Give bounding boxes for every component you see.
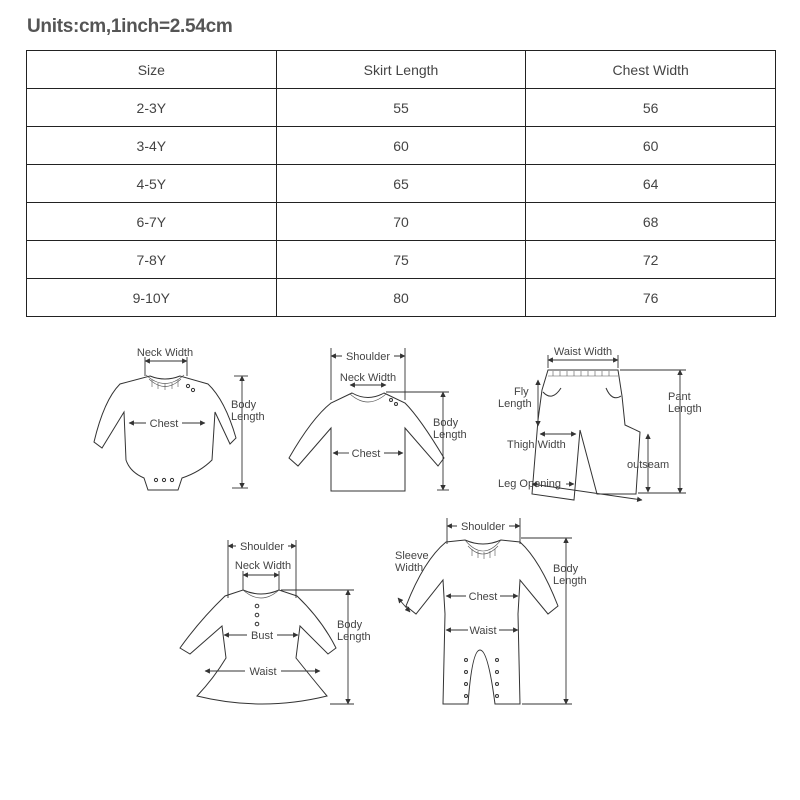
size-chart-table	[26, 50, 776, 317]
table-row	[27, 89, 776, 127]
pants-pant-length-label: Length	[668, 403, 702, 415]
pants-diagram	[498, 346, 702, 500]
table-row	[27, 203, 776, 241]
table-row	[27, 279, 776, 317]
romper-waist-label: Waist	[469, 625, 497, 637]
bodysuit-chest-label: Chest	[149, 418, 179, 430]
table-cell: 76	[526, 279, 776, 317]
bodysuit-outline	[94, 376, 236, 490]
measurement-diagrams	[0, 330, 800, 720]
bodysuit-diagram	[94, 347, 265, 490]
table-cell: 60	[276, 127, 526, 165]
dress-neck-width-label: Neck Width	[234, 560, 292, 572]
table-cell: 7-8Y	[27, 241, 277, 279]
romper-sleeve-label: Sleeve	[395, 550, 429, 562]
shirt-neck-width-label: Neck Width	[339, 372, 397, 384]
pants-fly-length-label: Length	[498, 398, 532, 410]
shirt-diagram	[289, 348, 467, 491]
dress-bust-label: Bust	[250, 630, 274, 642]
pants-outseam-label: outseam	[627, 459, 670, 471]
bodysuit-body-label: Body	[231, 399, 257, 411]
table-row	[27, 127, 776, 165]
dress-shoulder-label: Shoulder	[239, 541, 285, 553]
table-cell: 4-5Y	[27, 165, 277, 203]
romper-body-label: Body	[553, 563, 579, 575]
table-cell: 6-7Y	[27, 203, 277, 241]
bodysuit-neck-width-label: Neck Width	[136, 347, 194, 359]
pants-thigh-width-label: Thigh Width	[507, 439, 566, 451]
shirt-body-label: Body	[433, 417, 459, 429]
shirt-outline	[289, 393, 444, 491]
pants-waist-width-label: Waist Width	[553, 346, 613, 358]
table-cell: 55	[276, 89, 526, 127]
table-cell: 3-4Y	[27, 127, 277, 165]
pants-leg-opening-label: Leg Opening	[498, 478, 561, 490]
table-cell: 72	[526, 241, 776, 279]
shirt-shoulder-label: Shoulder	[345, 351, 391, 363]
table-cell: 9-10Y	[27, 279, 277, 317]
romper-outline	[406, 540, 558, 704]
shirt-chest-label: Chest	[351, 448, 381, 460]
table-cell: 64	[526, 165, 776, 203]
table-cell: 80	[276, 279, 526, 317]
table-header-row	[27, 51, 776, 89]
romper-width-label: Width	[395, 562, 424, 574]
table-cell: 56	[526, 89, 776, 127]
romper-diagram	[395, 518, 587, 704]
units-note: Units:cm,1inch=2.54cm	[27, 16, 233, 37]
shirt-length-label: Length	[433, 429, 467, 441]
pants-pant-label: Pant	[668, 391, 691, 403]
table-row	[27, 165, 776, 203]
bodysuit-length-label: Length	[231, 411, 265, 423]
pants-fly-label: Fly	[514, 386, 529, 398]
column-header-skirt-length: Skirt Length	[276, 51, 526, 89]
table-row	[27, 241, 776, 279]
column-header-chest-width: Chest Width	[526, 51, 776, 89]
dress-waist-label: Waist	[249, 666, 277, 678]
table-cell: 70	[276, 203, 526, 241]
table-cell: 60	[526, 127, 776, 165]
dress-body-label: Body	[337, 619, 363, 631]
table-cell: 2-3Y	[27, 89, 277, 127]
table-cell: 75	[276, 241, 526, 279]
dress-diagram	[180, 539, 371, 704]
romper-length-label: Length	[553, 575, 587, 587]
column-header-size: Size	[27, 51, 277, 89]
table-cell: 68	[526, 203, 776, 241]
dress-length-label: Length	[337, 631, 371, 643]
table-cell: 65	[276, 165, 526, 203]
romper-shoulder-label: Shoulder	[460, 521, 506, 533]
romper-chest-label: Chest	[468, 591, 498, 603]
